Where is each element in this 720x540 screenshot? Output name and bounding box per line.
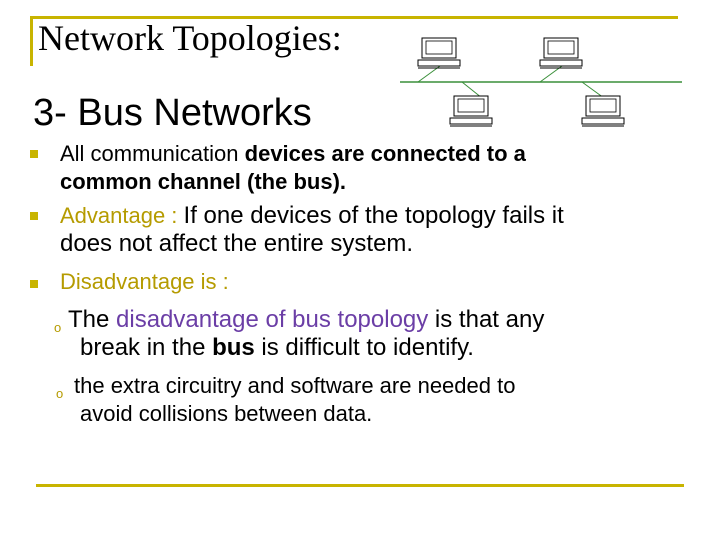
advantage-label: Advantage : bbox=[60, 203, 184, 228]
sub-bullet-1-highlight: disadvantage of bus topology bbox=[116, 306, 429, 333]
sub-bullet-1-bold: bus bbox=[212, 334, 255, 361]
bullet-2-line2: does not affect the entire system. bbox=[60, 230, 414, 257]
bullet-1-line2: common channel (the bus). bbox=[60, 169, 347, 194]
sub-bullet-1 bbox=[68, 306, 688, 362]
computer-icon bbox=[418, 38, 460, 68]
sub-bullet-marker: o bbox=[56, 386, 64, 401]
bottom-rule bbox=[36, 484, 684, 487]
slide-title: Network Topologies: bbox=[38, 18, 342, 58]
computer-icon bbox=[540, 38, 582, 68]
sub-bullet-2-line2: avoid collisions between data. bbox=[80, 401, 373, 426]
bullet-3: Disadvantage is : bbox=[60, 269, 229, 294]
sub-bullet-1-text: The bbox=[68, 306, 117, 333]
bullet-1-bold-text: devices are connected to a bbox=[244, 141, 526, 166]
sub-bullet-2-text: the extra circuitry and software are needed to bbox=[74, 373, 516, 398]
sub-bullet-2 bbox=[74, 372, 694, 428]
sub-bullet-1-line2 bbox=[80, 334, 474, 361]
bullet-1 bbox=[60, 140, 690, 196]
slide-subtitle: 3- Bus Networks bbox=[33, 92, 312, 134]
bullet-marker bbox=[30, 150, 38, 158]
bullet-marker bbox=[30, 212, 38, 220]
bullet-1-text: All communication bbox=[60, 141, 245, 166]
bullet-marker bbox=[30, 280, 38, 288]
sub-bullet-marker: o bbox=[54, 320, 62, 335]
computer-icon bbox=[450, 96, 492, 126]
bullet-2 bbox=[60, 202, 690, 258]
sub-bullet-1-line2-end: is difficult to identify. bbox=[254, 334, 474, 361]
bullet-2-text: If one devices of the topology fails it bbox=[183, 202, 564, 229]
computer-icon bbox=[582, 96, 624, 126]
sub-bullet-1-text-end: is that any bbox=[428, 306, 545, 333]
title-frame-left bbox=[30, 16, 33, 66]
bus-network-diagram bbox=[400, 30, 690, 135]
sub-bullet-1-line2-text: break in the bbox=[80, 334, 213, 361]
